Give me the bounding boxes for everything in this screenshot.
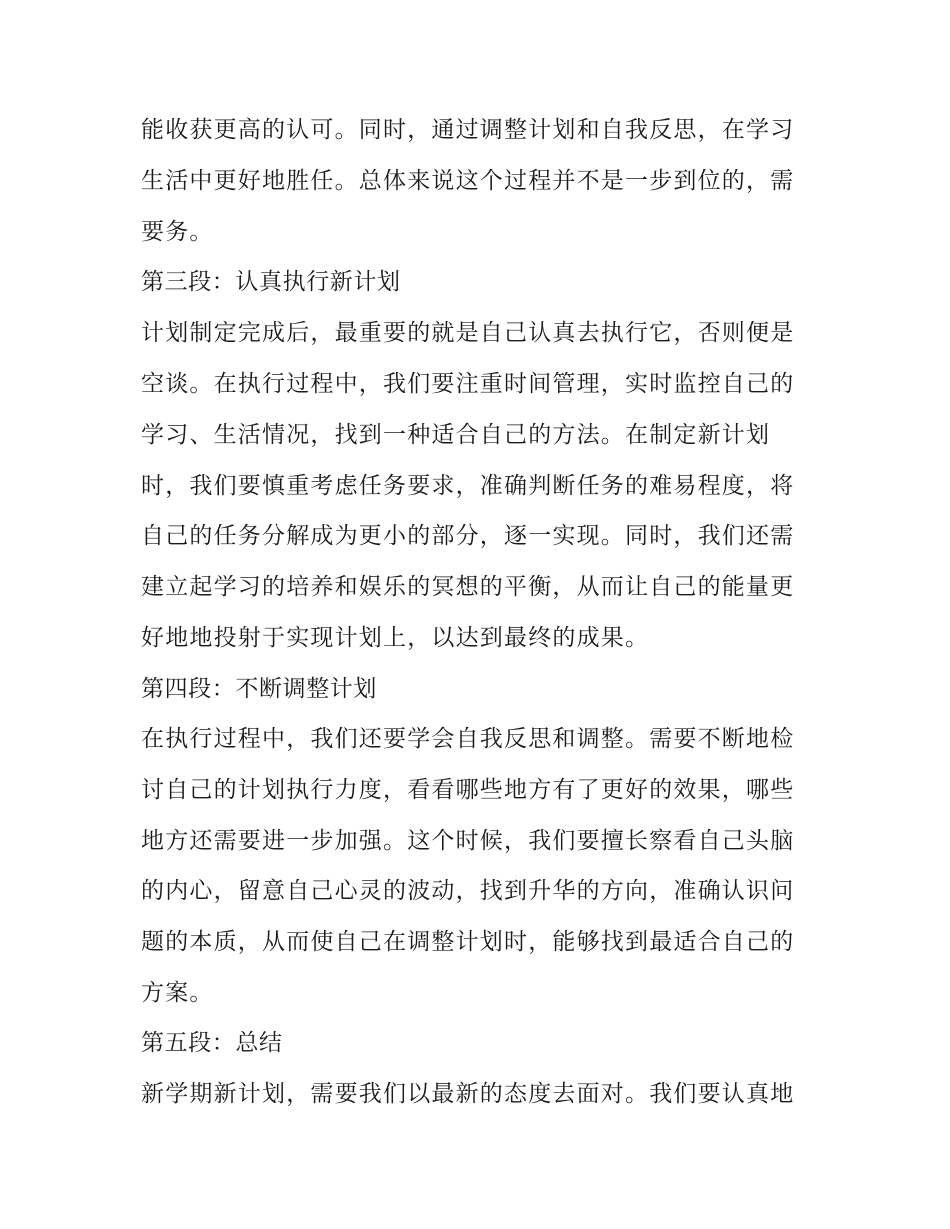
paragraph-line: 题的本质，从而使自己在调整计划时，能够找到最适合自己的 [141,929,795,955]
section-heading-5: 第五段：总结 [141,1030,283,1056]
paragraph-line: 讨自己的计划执行力度，看看哪些地方有了更好的效果，哪些 [141,777,795,803]
paragraph-line: 时，我们要慎重考虑任务要求，准确判断任务的难易程度，将 [141,473,795,499]
section-heading-3: 第三段：认真执行新计划 [141,269,401,295]
paragraph-line: 地方还需要进一步加强。这个时候，我们要擅长察看自己头脑 [141,828,795,854]
paragraph-line: 计划制定完成后，最重要的就是自己认真去执行它，否则便是 [141,320,795,346]
paragraph-line: 新学期新计划，需要我们以最新的态度去面对。我们要认真地 [141,1081,795,1107]
paragraph-line: 方案。 [141,980,214,1006]
paragraph-line: 生活中更好地胜任。总体来说这个过程并不是一步到位的，需 [141,168,795,194]
section-heading-4: 第四段：不断调整计划 [141,676,377,702]
paragraph-line: 在执行过程中，我们还要学会自我反思和调整。需要不断地检 [141,726,795,752]
paragraph-line: 建立起学习的培养和娱乐的冥想的平衡，从而让自己的能量更 [141,574,795,600]
paragraph-line: 能收获更高的认可。同时，通过调整计划和自我反思，在学习 [141,117,795,143]
paragraph-line: 空谈。在执行过程中，我们要注重时间管理，实时监控自己的 [141,371,795,397]
paragraph-line: 要务。 [141,219,214,245]
paragraph-line: 的内心，留意自己心灵的波动，找到升华的方向，准确认识问 [141,878,795,904]
paragraph-line: 好地地投射于实现计划上，以达到最终的成果。 [141,625,650,651]
paragraph-line: 学习、生活情况，找到一种适合自己的方法。在制定新计划 [141,422,771,448]
paragraph-line: 自己的任务分解成为更小的部分，逐一实现。同时，我们还需 [141,523,795,549]
